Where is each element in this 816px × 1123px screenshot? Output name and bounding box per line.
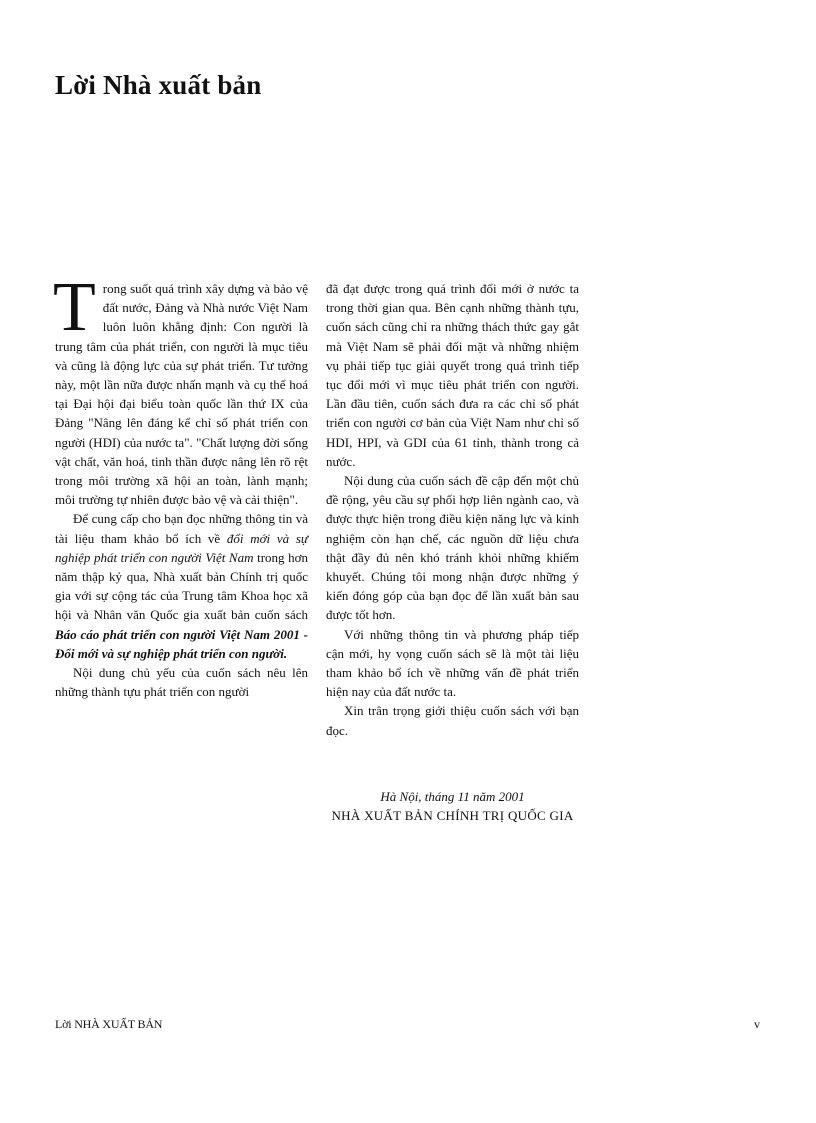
paragraph-content-start: Nội dung chủ yếu của cuốn sách nêu lên những thành tựu phát triển con người — [55, 665, 308, 700]
signature-place-date: Hà Nội, tháng 11 năm 2001 — [380, 789, 525, 804]
paragraph-content-continued: đã đạt được trong quá trình đổi mới ở nước ta trong thời gian qua. Bên cạnh những thành tựu, cuốn sách cũng chỉ ra những thách thức gay gắt mà Việt Nam sẽ phải đối mặt và những nhiệm vụ phải tiếp tục giải quyết trong quá trình tiếp tục đổi mới vì mục tiêu phát triển con người. Lần đầu tiên, cuốn sách đưa ra các chỉ số phát triển con người cơ bản của Việt Nam như chỉ số HDI, HPI, và GDI của 61 tỉnh, thành trong cả nước. — [326, 281, 579, 469]
paragraph-hope: Với những thông tin và phương pháp tiếp cận mới, hy vọng cuốn sách sẽ là một tài liệu tham khảo bổ ích về những vấn đề phát triển hiện nay của đất nước ta. — [326, 626, 579, 700]
paragraph-purpose-text-c: trong hơn năm thập kỷ qua, Nhà xuất bản Chính trị quốc gia với sự cộng tác của Trung tâm Khoa học xã hội và Nhân văn Quốc gia xuất bản cuốn sách — [55, 549, 308, 623]
page-number: v — [754, 1017, 760, 1031]
book-title: Báo cáo phát triển con người Việt Nam 2001 - Đổi mới và sự nghiệp phát triển con người. — [55, 626, 308, 661]
signature-publisher: NHÀ XUẤT BẢN CHÍNH TRỊ QUỐC GIA — [331, 808, 574, 823]
drop-cap: T — [53, 269, 96, 346]
topic-italic: đổi mới và sự nghiệp phát triển con người Việt Nam — [55, 530, 308, 565]
left-column — [53, 269, 308, 701]
paragraph-purpose — [55, 509, 308, 663]
page-title: Lời Nhà xuất bản — [55, 70, 262, 100]
paragraph-intro-text: rong suốt quá trình xây dựng và bảo vệ đất nước, Đảng và Nhà nước Việt Nam luôn luôn khẳng định: Con người là trung tâm của phát triển, con người là mục tiêu và cũng là động lực của sự phát triển. Tư tưởng này, một lần nữa được nhấn mạnh và cụ thể hoá tại Đại hội đại biểu toàn quốc lần thứ IX của Đảng "Nâng lên đáng kể chỉ số phát triển con người (HDI) của nước ta". "Chất lượng đời sống vật chất, văn hoá, tinh thần được nâng lên rõ rệt trong môi trường xã hội an toàn, lành mạnh; môi trường tự nhiên được bảo vệ và cải thiện". — [55, 281, 308, 508]
running-footer: Lời NHÀ XUẤT BẢN — [55, 1017, 163, 1031]
right-column — [326, 279, 579, 740]
paragraph-intro — [53, 269, 308, 509]
paragraph-scope: Nội dung của cuốn sách đề cập đến một chủ đề rộng, yêu cầu sự phối hợp liên ngành cao, và được thực hiện trong điều kiện năng lực và kinh nghiệm còn hạn chế, các nguồn dữ liệu chưa thật đầy đủ nên khó tránh khỏi những khiếm khuyết. Chúng tôi mong nhận được những ý kiến đóng góp của bạn đọc để lần xuất bản sau được tốt hơn. — [326, 473, 579, 623]
paragraph-purpose-text-a: Để cung cấp cho bạn đọc những thông tin và tài liệu tham khảo bổ ích về — [55, 511, 308, 546]
paragraph-closing: Xin trân trọng giới thiệu cuốn sách với bạn đọc. — [326, 703, 579, 738]
